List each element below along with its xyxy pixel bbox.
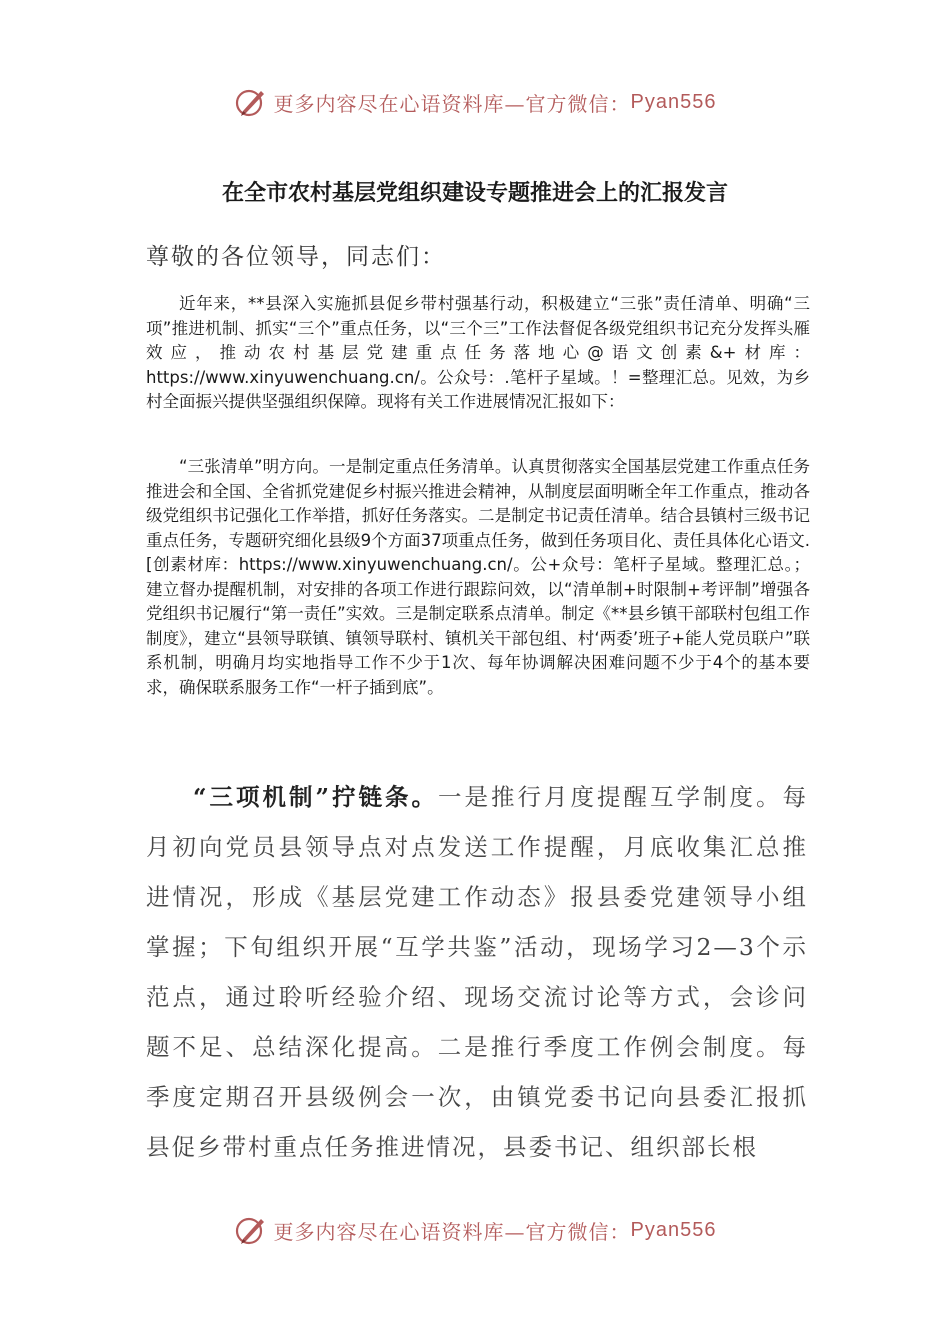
intro-paragraph: 近年来，**县深入实施抓县促乡带村强基行动，积极建立“三张”责任清单、明确“三项”推进机制、抓实“三个”重点任务，以“三个三”工作法督促各级党组织书记充分发挥头雁效应，推动农村基层党建重点任务落地心@语文创素&+材库：https://www.xinyuwenchuang.cn/。公众号：.笔杆子星域。！=整理汇总。见效，为乡村全面振兴提供坚强组织保障。现将有关工作进展情况汇报如下： [146, 294, 810, 411]
three-lists-paragraph: “三张清单”明方向。一是制定重点任务清单。认真贯彻落实全国基层党建工作重点任务推进会和全国、全省抓党建促乡村振兴推进会精神，从制度层面明晰全年工作重点，推动各级党组织书记强化工作举措，抓好任务落实。二是制定书记责任清单。结合县镇村三级书记重点任务，专题研究细化县级9个方面37项重点任务，做到任务项目化、责任具体化心语文.[创素材库：https://www.xinyuwenchuang.cn/。公+众号：笔杆子星域。整理汇总。；建立督办提醒机制，对安排的各项工作进行跟踪问效，以“清单制+时限制+考评制”增强各党组织书记履行“第一责任”实效。三是制定联系点清单。制定《**县乡镇干部联村包组工作制度》，建立“县领导联镇、镇领导联村、镇机关干部包组、村‘两委’班子+能人党员联户”联系机制，明确月均实地指导工作不少于1次、每年协调解决困难问题不少于4个的基本要求，确保联系服务工作“一杆子插到底”。 [146, 457, 810, 697]
three-mechanisms-body: 一是推行月度提醒互学制度。每月初向党员县领导点对点发送工作提醒，月底收集汇总推进情况，形成《基层党建工作动态》报县委党建领导小组掌握；下旬组织开展“互学共鉴”活动，现场学习2—3个示范点，通过聆听经验介绍、现场交流讨论等方式，会诊问题不足、总结深化提高。二是推行季度工作例会制度。每季度定期召开县级例会一次，由镇党委书记向县委汇报抓县促乡带村重点任务推进情况，县委书记、组织部长根 [146, 783, 808, 1161]
banner-text: 更多内容尽在心语资料库—官方微信： [273, 1219, 631, 1244]
banner-wechat-id: Pyan556 [630, 90, 717, 113]
three-mechanisms-paragraph [146, 772, 808, 1172]
document-title: 在全市农村基层党组织建设专题推进会上的汇报发言 [221, 181, 728, 206]
footer-banner [0, 1210, 950, 1250]
pen-logo-icon [234, 85, 268, 119]
three-mechanisms-lead: “三项机制”拧链条。 [193, 783, 439, 811]
banner-text: 更多内容尽在心语资料库—官方微信： [273, 91, 631, 116]
pen-logo-icon [234, 1213, 268, 1247]
banner-wechat-id: Pyan556 [630, 1218, 717, 1241]
header-banner [0, 82, 950, 122]
salutation: 尊敬的各位领导，同志们： [146, 244, 446, 270]
